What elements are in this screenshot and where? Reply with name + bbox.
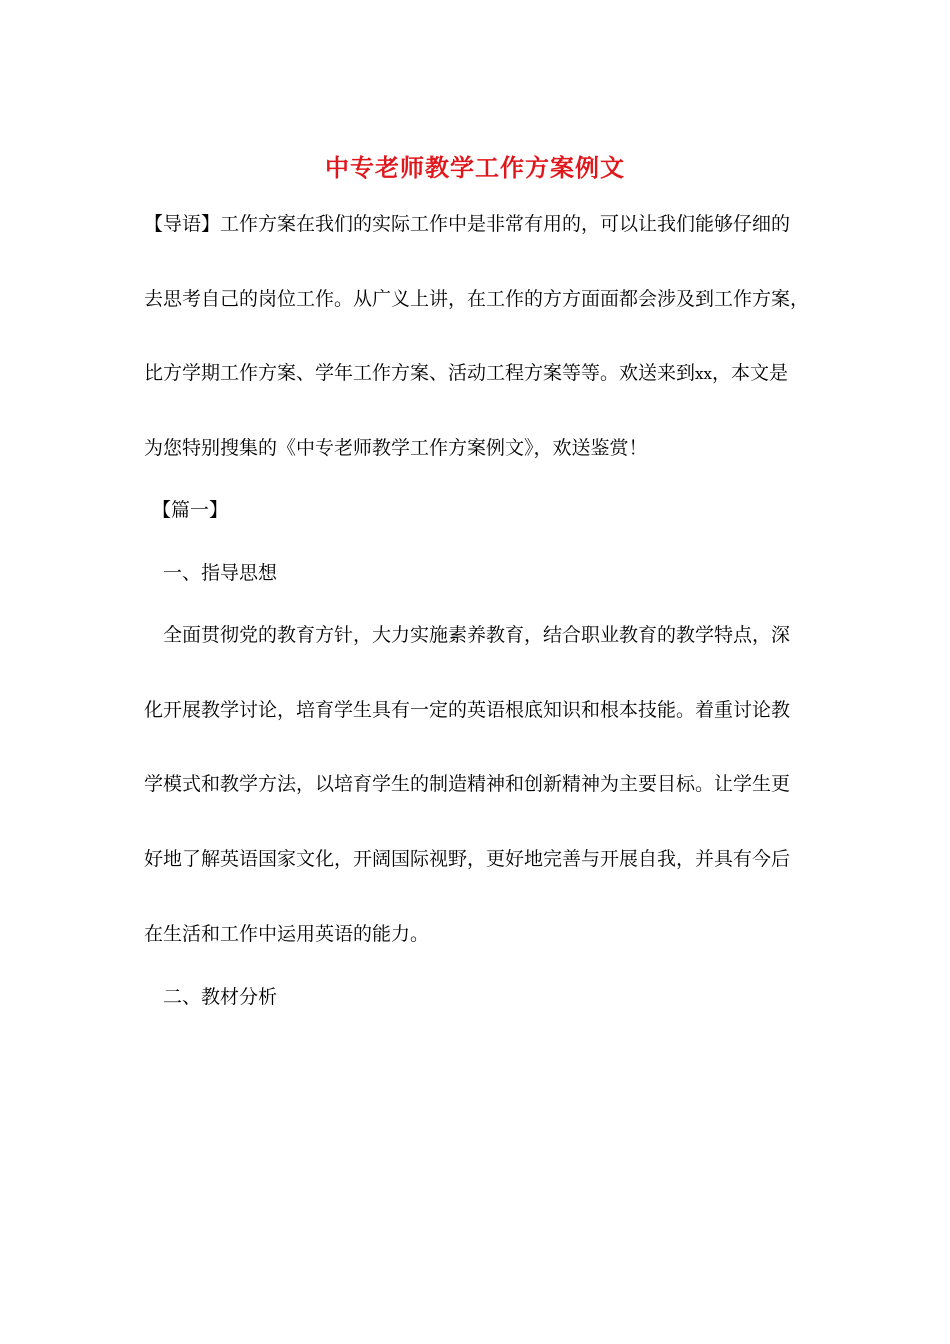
intro-line-3-after: ，本文是 [711, 362, 788, 384]
intro-line-1: 【导语】工作方案在我们的实际工作中是非常有用的，可以让我们能够仔细的 [144, 213, 791, 235]
section-1-heading: 一、指导思想 [163, 562, 278, 584]
intro-line-3 [144, 359, 788, 388]
intro-line-2: 去思考自己的岗位工作。从广义上讲，在工作的方方面面都会涉及到工作方案， [144, 288, 810, 310]
section-1-line-2: 化开展教学讨论，培育学生具有一定的英语根底知识和根本技能。着重讨论教 [144, 699, 791, 721]
section-1-line-1: 全面贯彻党的教育方针，大力实施素养教育，结合职业教育的教学特点，深 [163, 624, 791, 646]
section-1-line-4: 好地了解英语国家文化，开阔国际视野，更好地完善与开展自我，并具有今后 [144, 848, 791, 870]
intro-line-3-before: 比方学期工作方案、学年工作方案、活动工程方案等等。欢送来到 [144, 362, 696, 384]
part-label: 【篇一】 [152, 499, 229, 521]
section-1-line-5: 在生活和工作中运用英语的能力。 [144, 923, 430, 945]
section-1-line-3: 学模式和教学方法，以培育学生的制造精神和创新精神为主要目标。让学生更 [144, 773, 791, 795]
section-2-heading: 二、教材分析 [163, 986, 278, 1008]
document-title: 中专老师教学工作方案例文 [325, 153, 625, 182]
intro-line-4: 为您特别搜集的《中专老师教学工作方案例文》，欢送鉴赏！ [144, 437, 648, 459]
site-name: xx [695, 365, 712, 383]
